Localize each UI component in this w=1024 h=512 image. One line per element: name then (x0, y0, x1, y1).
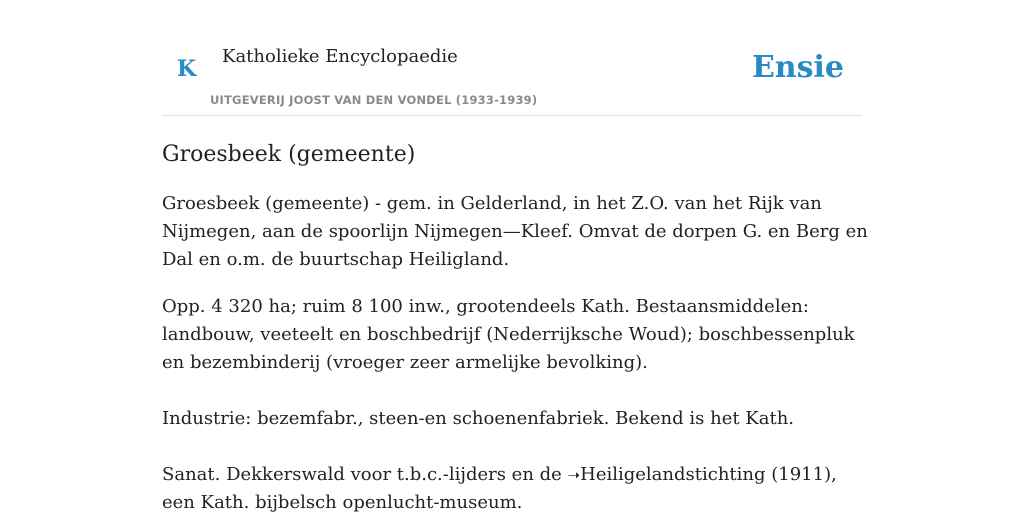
publication-subtitle: UITGEVERIJ JOOST VAN DEN VONDEL (1933-1939) (210, 93, 538, 107)
article-paragraph: Groesbeek (gemeente) - gem. in Gelderland, in het Z.O. van het Rijk van Nijmegen, aan de spoorlijn Nijmegen—Kleef. Omvat de dorpen G. en Berg en Dal en o.m. de buurtschap Heiligland. (162, 193, 868, 270)
cross-reference-label: Heiligelandstichting (580, 464, 766, 485)
publication-title[interactable]: Katholieke Encyclopaedie (222, 46, 458, 67)
site-header (162, 40, 862, 116)
article-paragraph: Opp. 4 320 ha; ruim 8 100 inw., grootendeels Kath. Bestaansmiddelen: landbouw, veeteelt en boschbedrijf (Nederrijksche Woud); boschbessenpluk en bezembinderij (vroeger zeer armelijke bevolking). (162, 296, 855, 373)
article-paragraph: Industrie: bezemfabr., steen-en schoenenfabriek. Bekend is het Kath. (162, 408, 795, 429)
paragraph-text: (1911), een Kath. bijbelsch openlucht-museum. (162, 464, 837, 512)
encyclopedia-logo-icon[interactable]: K (177, 56, 197, 82)
article-title: Groesbeek (gemeente) (162, 142, 416, 167)
article (162, 140, 872, 512)
cross-reference-link[interactable] (568, 464, 766, 485)
paragraph-text: Sanat. Dekkerswald voor t.b.c.-lijders en de (162, 464, 568, 485)
cross-reference-arrow-icon: ➝ (567, 466, 581, 484)
article-paragraph (162, 461, 872, 512)
ensie-brand-link[interactable]: Ensie (751, 50, 844, 85)
